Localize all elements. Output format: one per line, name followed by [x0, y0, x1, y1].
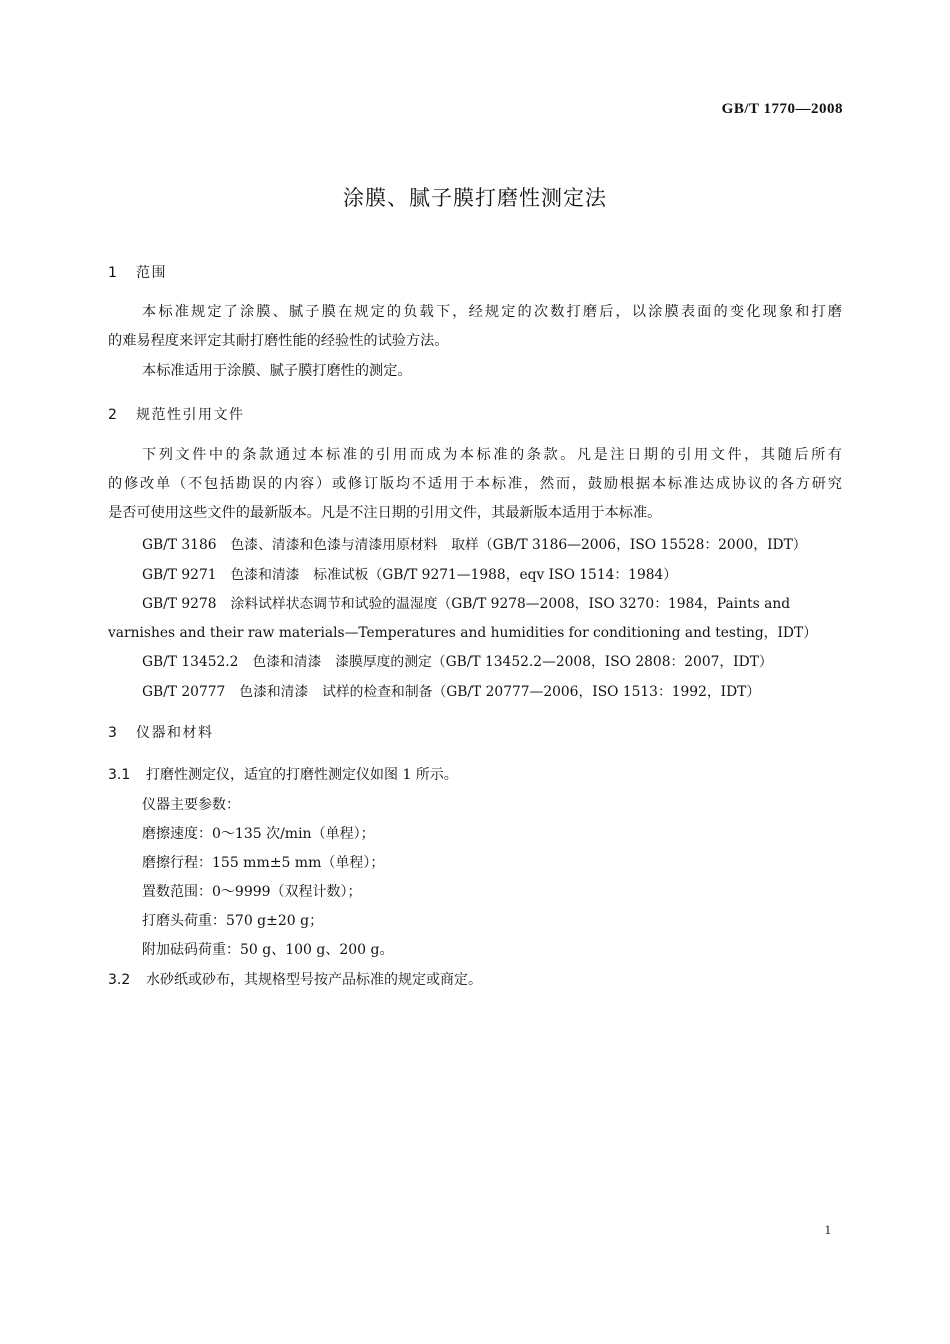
reference-text: 色漆和清漆 试样的检查和制备（GB/T 20777—2006，ISO 1513：1992，IDT）	[239, 684, 761, 700]
reference-text: 色漆和清漆 漆膜厚度的测定（GB/T 13452.2—2008，ISO 2808：2007，IDT）	[252, 654, 773, 670]
standard-number: GB/T 1770—2008	[721, 101, 843, 117]
reference-code: GB/T 20777	[142, 684, 226, 700]
paragraph-line: 本标准适用于涂膜、腻子膜打磨性的测定。	[142, 363, 412, 379]
clause-number: 3.2	[108, 972, 131, 988]
clause-3-1	[108, 764, 458, 784]
parameter-item: 磨擦行程：155 mm±5 mm（单程）；	[142, 855, 385, 871]
section-3-heading	[108, 722, 214, 742]
parameter-item: 附加砝码荷重：50 g、100 g、200 g。	[142, 942, 394, 958]
clause-3-2	[108, 969, 482, 989]
section-1-paragraph-1	[108, 298, 842, 356]
section-number: 3	[108, 725, 117, 741]
parameter-item: 磨擦速度：0～135 次/min（单程）；	[142, 826, 375, 842]
section-title: 规范性引用文件	[136, 407, 245, 423]
reference-item	[142, 592, 790, 612]
document-title: 涂膜、腻子膜打磨性测定法	[343, 186, 607, 210]
reference-code: GB/T 9271	[142, 567, 217, 583]
clause-text: 打磨性测定仪，适宜的打磨性测定仪如图 1 所示。	[146, 767, 458, 783]
section-1-paragraph-2	[108, 357, 842, 386]
reference-item	[142, 650, 773, 670]
section-number: 2	[108, 407, 117, 423]
paragraph-line: 本标准规定了涂膜、腻子膜在规定的负载下，经规定的次数打磨后，以涂膜表面的变化现象和打磨	[142, 304, 842, 320]
parameter-item: 置数范围：0～9999（双程计数）；	[142, 884, 362, 900]
reference-item	[142, 533, 807, 553]
section-title: 仪器和材料	[136, 725, 214, 741]
reference-text: 色漆、清漆和色漆与清漆用原材料 取样（GB/T 3186—2006，ISO 15528：2000，IDT）	[230, 537, 807, 553]
section-title: 范围	[136, 265, 167, 281]
reference-item	[142, 563, 677, 583]
section-2-heading	[108, 404, 245, 424]
reference-code: GB/T 3186	[142, 537, 217, 553]
paragraph-line: 的修改单（不包括勘误的内容）或修订版均不适用于本标准，然而，鼓励根据本标准达成协议的各方研究	[108, 476, 842, 492]
paragraph-line: 是否可使用这些文件的最新版本。凡是不注日期的引用文件，其最新版本适用于本标准。	[108, 505, 662, 521]
reference-text: 色漆和清漆 标准试板（GB/T 9271—1988，eqv ISO 1514：1984）	[230, 567, 678, 583]
section-number: 1	[108, 265, 117, 281]
parameters-title: 仪器主要参数：	[142, 797, 240, 813]
reference-code: GB/T 9278	[142, 596, 217, 612]
reference-continuation: varnishes and their raw materials—Temperatures and humidities for conditioning and testing，IDT）	[108, 625, 817, 641]
clause-text: 水砂纸或砂布，其规格型号按产品标准的规定或商定。	[146, 972, 482, 988]
section-2-intro	[108, 441, 842, 528]
paragraph-line: 的难易程度来评定其耐打磨性能的经验性的试验方法。	[108, 333, 449, 349]
parameter-item: 打磨头荷重：570 g±20 g；	[142, 913, 324, 929]
paragraph-line: 下列文件中的条款通过本标准的引用而成为本标准的条款。凡是注日期的引用文件，其随后所有	[142, 447, 842, 463]
reference-code: GB/T 13452.2	[142, 654, 239, 670]
reference-text: 涂料试样状态调节和试验的温湿度（GB/T 9278—2008，ISO 3270：1984，Paints and	[230, 596, 791, 612]
reference-item	[142, 680, 760, 700]
page-number: 1	[824, 1222, 831, 1237]
section-1-heading	[108, 262, 167, 282]
clause-number: 3.1	[108, 767, 131, 783]
